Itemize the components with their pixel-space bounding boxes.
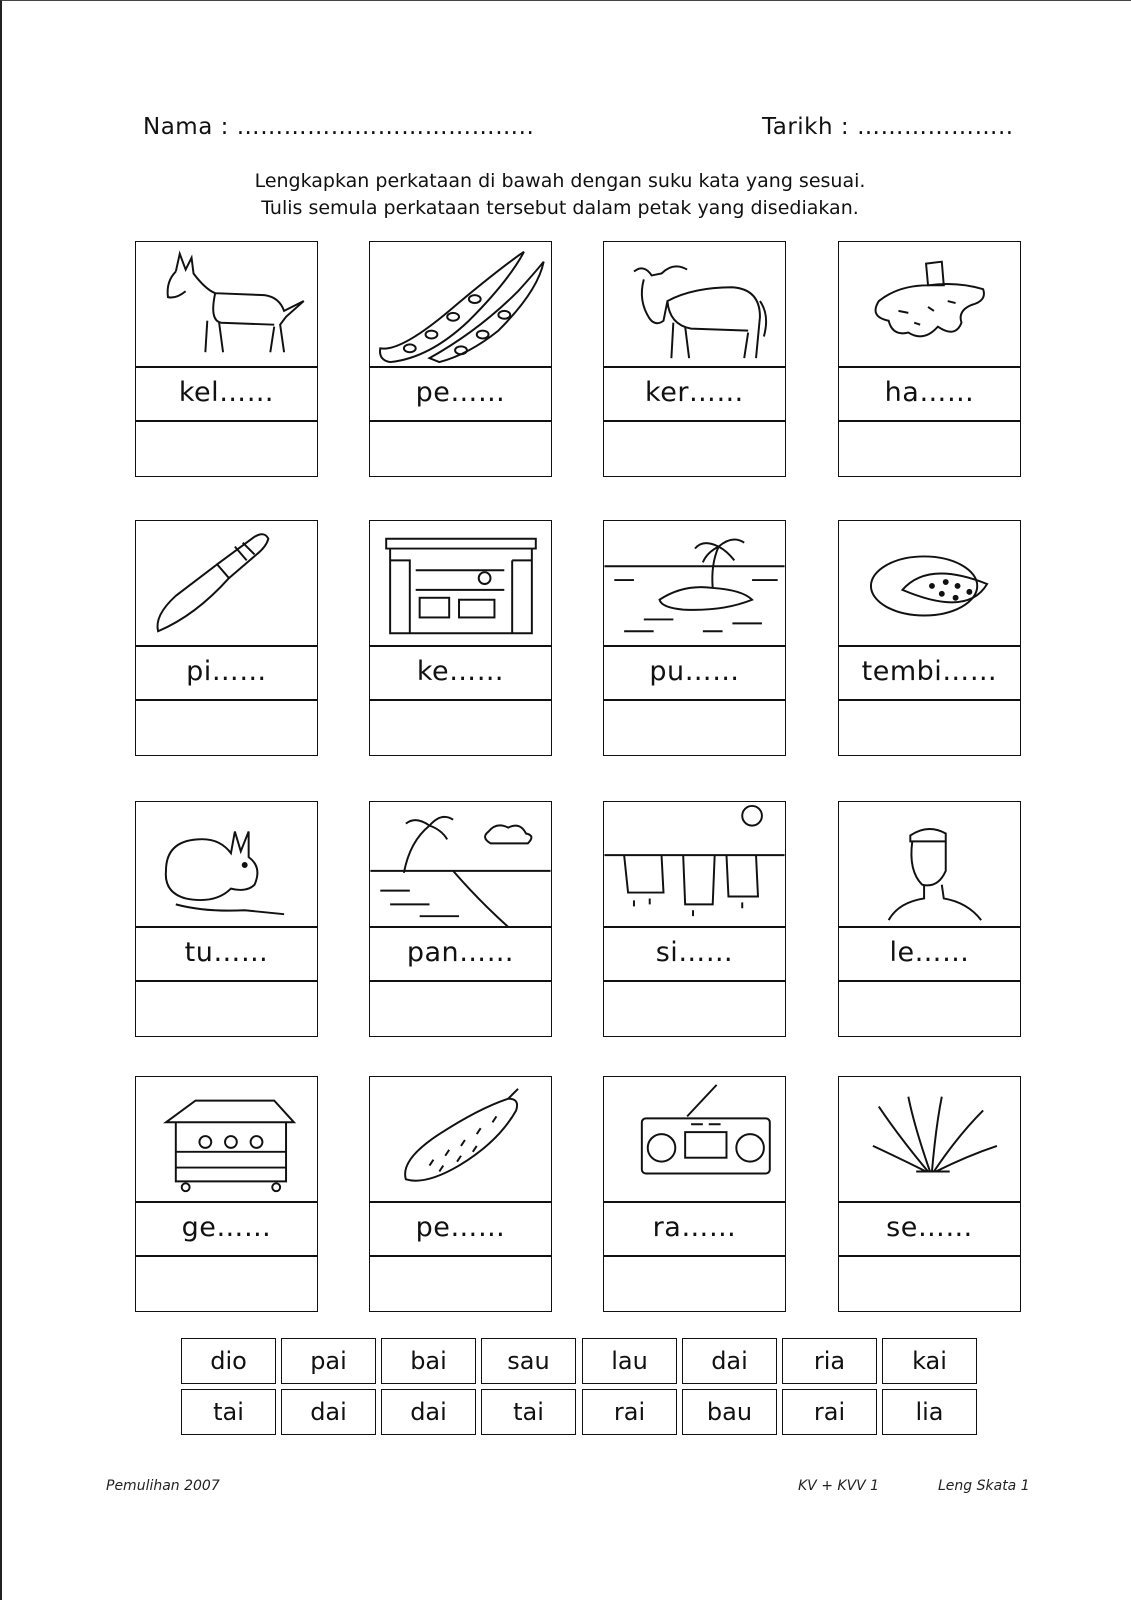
- syllable-box: dio: [181, 1338, 276, 1384]
- syllable-box: kai: [882, 1338, 977, 1384]
- word-prompt: pi……: [135, 645, 318, 701]
- card-si: [603, 801, 786, 1037]
- card-ha: [838, 241, 1021, 477]
- word-prompt: ra……: [603, 1201, 786, 1257]
- word-prompt: se……: [838, 1201, 1021, 1257]
- syllable-box: dai: [381, 1389, 476, 1435]
- man-neck-icon: [838, 801, 1021, 928]
- card-ke: [369, 520, 552, 756]
- ginger-icon: [838, 241, 1021, 368]
- answer-box[interactable]: [838, 1255, 1021, 1312]
- answer-box[interactable]: [369, 699, 552, 756]
- card-ra: [603, 1076, 786, 1312]
- word-prompt: tembi……: [838, 645, 1021, 701]
- card-pi: [135, 520, 318, 756]
- word-prompt: pan……: [369, 926, 552, 982]
- island-icon: [603, 520, 786, 647]
- word-prompt: ge……: [135, 1201, 318, 1257]
- syllable-box: lau: [582, 1338, 677, 1384]
- card-pe-gourd: [369, 1076, 552, 1312]
- syllable-box: tai: [181, 1389, 276, 1435]
- buffalo-icon: [603, 241, 786, 368]
- syllable-box: dai: [682, 1338, 777, 1384]
- card-tembi: [838, 520, 1021, 756]
- syllable-box: pai: [281, 1338, 376, 1384]
- syllable-box: ria: [782, 1338, 877, 1384]
- syllable-box: tai: [481, 1389, 576, 1435]
- syllable-box: dai: [281, 1389, 376, 1435]
- instructions: [130, 168, 990, 222]
- answer-box[interactable]: [135, 699, 318, 756]
- beach-icon: [369, 801, 552, 928]
- footer-left: Pemulihan 2007: [106, 1478, 220, 1494]
- card-le: [838, 801, 1021, 1037]
- shop-icon: [369, 520, 552, 647]
- clothesline-icon: [603, 801, 786, 928]
- word-prompt: pe……: [369, 1201, 552, 1257]
- syllable-box: sau: [481, 1338, 576, 1384]
- syllable-box: bai: [381, 1338, 476, 1384]
- card-se: [838, 1076, 1021, 1312]
- word-prompt: ker……: [603, 366, 786, 422]
- answer-box[interactable]: [135, 1255, 318, 1312]
- name-line: Nama : ………………………………..: [143, 114, 535, 140]
- answer-box[interactable]: [135, 980, 318, 1037]
- syllable-box: lia: [882, 1389, 977, 1435]
- word-prompt: tu……: [135, 926, 318, 982]
- instruction-line-2: Tulis semula perkataan tersebut dalam petak yang disediakan.: [261, 197, 859, 219]
- card-ker: [603, 241, 786, 477]
- card-ge: [135, 1076, 318, 1312]
- syllable-box: bau: [682, 1389, 777, 1435]
- word-prompt: pe……: [369, 366, 552, 422]
- answer-box[interactable]: [369, 420, 552, 477]
- syllable-box: rai: [782, 1389, 877, 1435]
- instruction-line-1: Lengkapkan perkataan di bawah dengan suku kata yang sesuai.: [254, 170, 866, 192]
- word-prompt: ha……: [838, 366, 1021, 422]
- knife-icon: [135, 520, 318, 647]
- footer-middle: KV + KVV 1: [798, 1478, 880, 1494]
- answer-box[interactable]: [603, 1255, 786, 1312]
- card-pan: [369, 801, 552, 1037]
- answer-box[interactable]: [135, 420, 318, 477]
- answer-box[interactable]: [838, 699, 1021, 756]
- stall-icon: [135, 1076, 318, 1203]
- bean-pod-icon: [369, 241, 552, 368]
- answer-box[interactable]: [369, 980, 552, 1037]
- date-line: Tarikh : ………………..: [762, 114, 1014, 140]
- answer-box[interactable]: [838, 420, 1021, 477]
- answer-box[interactable]: [603, 699, 786, 756]
- donkey-icon: [135, 241, 318, 368]
- bitter-gourd-icon: [369, 1076, 552, 1203]
- card-pu: [603, 520, 786, 756]
- card-pe-bean: [369, 241, 552, 477]
- word-prompt: kel……: [135, 366, 318, 422]
- footer-right: Leng Skata 1: [938, 1478, 1030, 1494]
- answer-box[interactable]: [603, 420, 786, 477]
- word-prompt: si……: [603, 926, 786, 982]
- syllable-box: rai: [582, 1389, 677, 1435]
- word-prompt: ke……: [369, 645, 552, 701]
- word-prompt: pu……: [603, 645, 786, 701]
- card-tu: [135, 801, 318, 1037]
- answer-box[interactable]: [369, 1255, 552, 1312]
- radio-icon: [603, 1076, 786, 1203]
- rabbit-icon: [135, 801, 318, 928]
- word-prompt: le……: [838, 926, 1021, 982]
- card-kel: [135, 241, 318, 477]
- answer-box[interactable]: [603, 980, 786, 1037]
- answer-box[interactable]: [838, 980, 1021, 1037]
- lemongrass-icon: [838, 1076, 1021, 1203]
- watermelon-icon: [838, 520, 1021, 647]
